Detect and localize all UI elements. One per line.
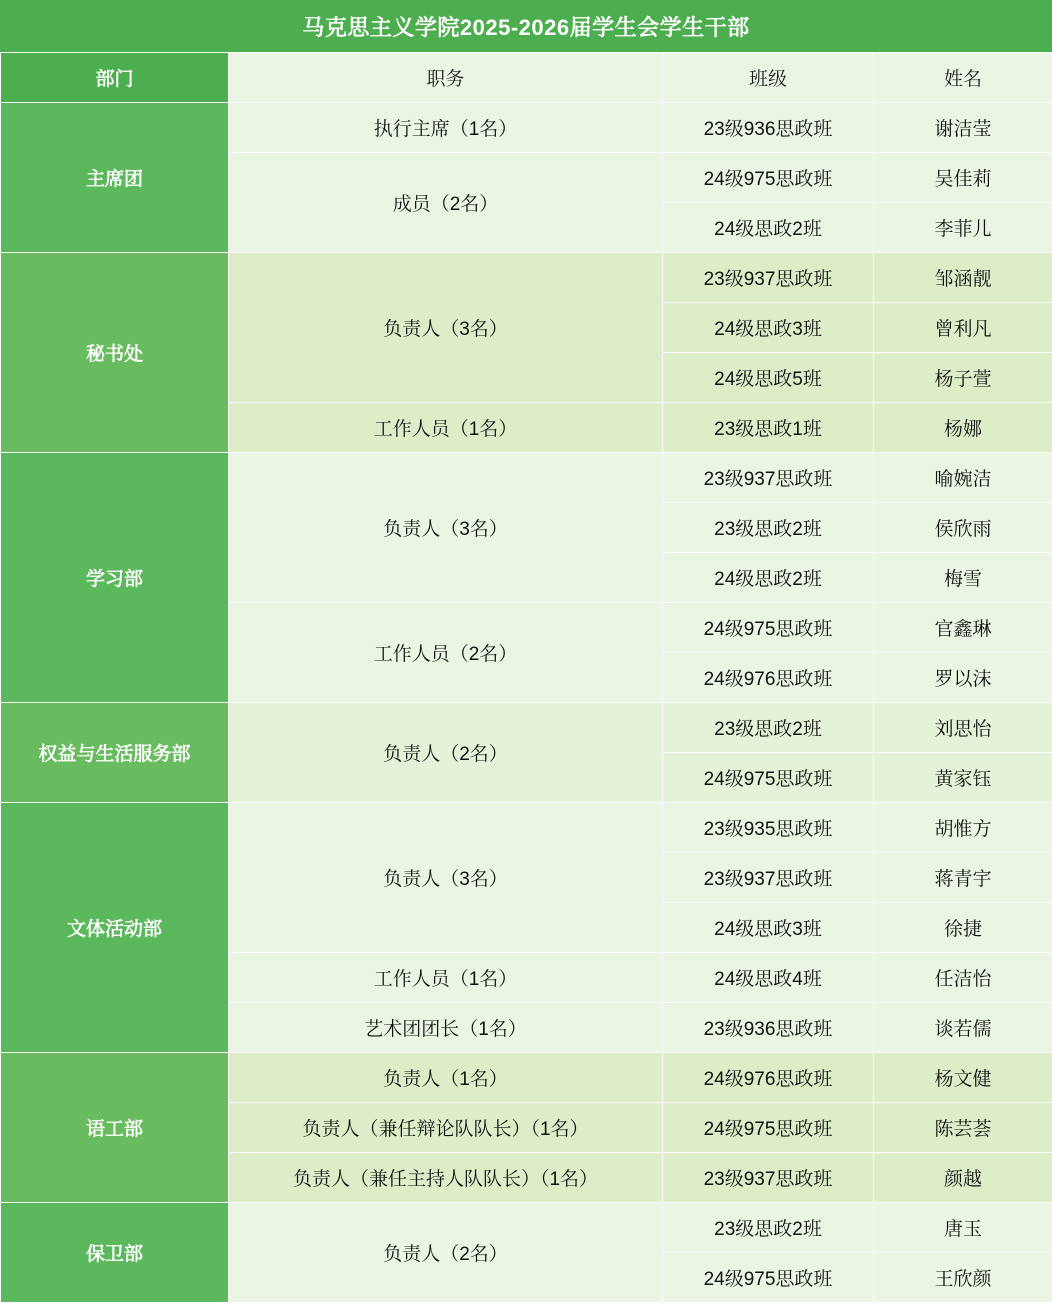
class-cell: 24级976思政班 <box>663 1053 874 1103</box>
class-cell: 23级937思政班 <box>663 1153 874 1203</box>
class-cell: 24级思政3班 <box>663 903 874 953</box>
name-cell: 胡惟方 <box>874 803 1052 853</box>
department-cell: 保卫部 <box>1 1203 229 1303</box>
table-row <box>1 1203 1052 1253</box>
class-cell: 23级937思政班 <box>663 453 874 503</box>
role-cell: 负责人（2名） <box>229 703 663 803</box>
role-cell: 工作人员（1名） <box>229 403 663 453</box>
name-cell: 吴佳莉 <box>874 153 1052 203</box>
name-cell: 谢洁莹 <box>874 103 1052 153</box>
class-cell: 24级975思政班 <box>663 603 874 653</box>
role-cell: 负责人（2名） <box>229 1203 663 1303</box>
class-cell: 23级935思政班 <box>663 803 874 853</box>
name-cell: 曾利凡 <box>874 303 1052 353</box>
name-cell: 杨子萱 <box>874 353 1052 403</box>
class-cell: 24级思政3班 <box>663 303 874 353</box>
department-cell: 学习部 <box>1 453 229 703</box>
class-cell: 23级思政2班 <box>663 503 874 553</box>
name-cell: 谈若儒 <box>874 1003 1052 1053</box>
class-cell: 24级975思政班 <box>663 753 874 803</box>
name-cell: 李菲儿 <box>874 203 1052 253</box>
roster-table <box>0 52 1052 1303</box>
table-row <box>1 803 1052 853</box>
name-cell: 梅雪 <box>874 553 1052 603</box>
column-header-class: 班级 <box>663 53 874 103</box>
role-cell: 执行主席（1名） <box>229 103 663 153</box>
name-cell: 侯欣雨 <box>874 503 1052 553</box>
class-cell: 23级936思政班 <box>663 103 874 153</box>
role-cell: 工作人员（2名） <box>229 603 663 703</box>
name-cell: 徐捷 <box>874 903 1052 953</box>
name-cell: 颜越 <box>874 1153 1052 1203</box>
name-cell: 杨娜 <box>874 403 1052 453</box>
class-cell: 24级975思政班 <box>663 1253 874 1303</box>
name-cell: 任洁怡 <box>874 953 1052 1003</box>
department-cell: 语工部 <box>1 1053 229 1203</box>
table-row <box>1 703 1052 753</box>
role-cell: 负责人（3名） <box>229 453 663 603</box>
name-cell: 王欣颜 <box>874 1253 1052 1303</box>
role-cell: 负责人（兼任主持人队队长）（1名） <box>229 1153 663 1203</box>
class-cell: 23级思政2班 <box>663 1203 874 1253</box>
class-cell: 23级思政2班 <box>663 703 874 753</box>
role-cell: 负责人（3名） <box>229 803 663 953</box>
name-cell: 邹涵靓 <box>874 253 1052 303</box>
table-row <box>1 103 1052 153</box>
role-cell: 工作人员（1名） <box>229 953 663 1003</box>
class-cell: 24级975思政班 <box>663 1103 874 1153</box>
class-cell: 24级思政4班 <box>663 953 874 1003</box>
department-cell: 秘书处 <box>1 253 229 453</box>
name-cell: 刘思怡 <box>874 703 1052 753</box>
name-cell: 陈芸荟 <box>874 1103 1052 1153</box>
class-cell: 23级937思政班 <box>663 853 874 903</box>
role-cell: 负责人（兼任辩论队队长）（1名） <box>229 1103 663 1153</box>
name-cell: 杨文健 <box>874 1053 1052 1103</box>
class-cell: 23级思政1班 <box>663 403 874 453</box>
table-row <box>1 253 1052 303</box>
name-cell: 黄家钰 <box>874 753 1052 803</box>
name-cell: 唐玉 <box>874 1203 1052 1253</box>
role-cell: 负责人（3名） <box>229 253 663 403</box>
column-header-name: 姓名 <box>874 53 1052 103</box>
name-cell: 蒋青宇 <box>874 853 1052 903</box>
role-cell: 艺术团团长（1名） <box>229 1003 663 1053</box>
class-cell: 24级思政5班 <box>663 353 874 403</box>
department-cell: 主席团 <box>1 103 229 253</box>
column-header-dept: 部门 <box>1 53 229 103</box>
class-cell: 24级思政2班 <box>663 203 874 253</box>
name-cell: 喻婉洁 <box>874 453 1052 503</box>
department-cell: 权益与生活服务部 <box>1 703 229 803</box>
page-title: 马克思主义学院2025-2026届学生会学生干部 <box>0 0 1052 52</box>
class-cell: 24级975思政班 <box>663 153 874 203</box>
class-cell: 24级思政2班 <box>663 553 874 603</box>
class-cell: 24级976思政班 <box>663 653 874 703</box>
role-cell: 成员（2名） <box>229 153 663 253</box>
role-cell: 负责人（1名） <box>229 1053 663 1103</box>
column-header-role: 职务 <box>229 53 663 103</box>
class-cell: 23级937思政班 <box>663 253 874 303</box>
table-row <box>1 1053 1052 1103</box>
class-cell: 23级936思政班 <box>663 1003 874 1053</box>
name-cell: 官鑫琳 <box>874 603 1052 653</box>
name-cell: 罗以沫 <box>874 653 1052 703</box>
department-cell: 文体活动部 <box>1 803 229 1053</box>
table-row <box>1 453 1052 503</box>
